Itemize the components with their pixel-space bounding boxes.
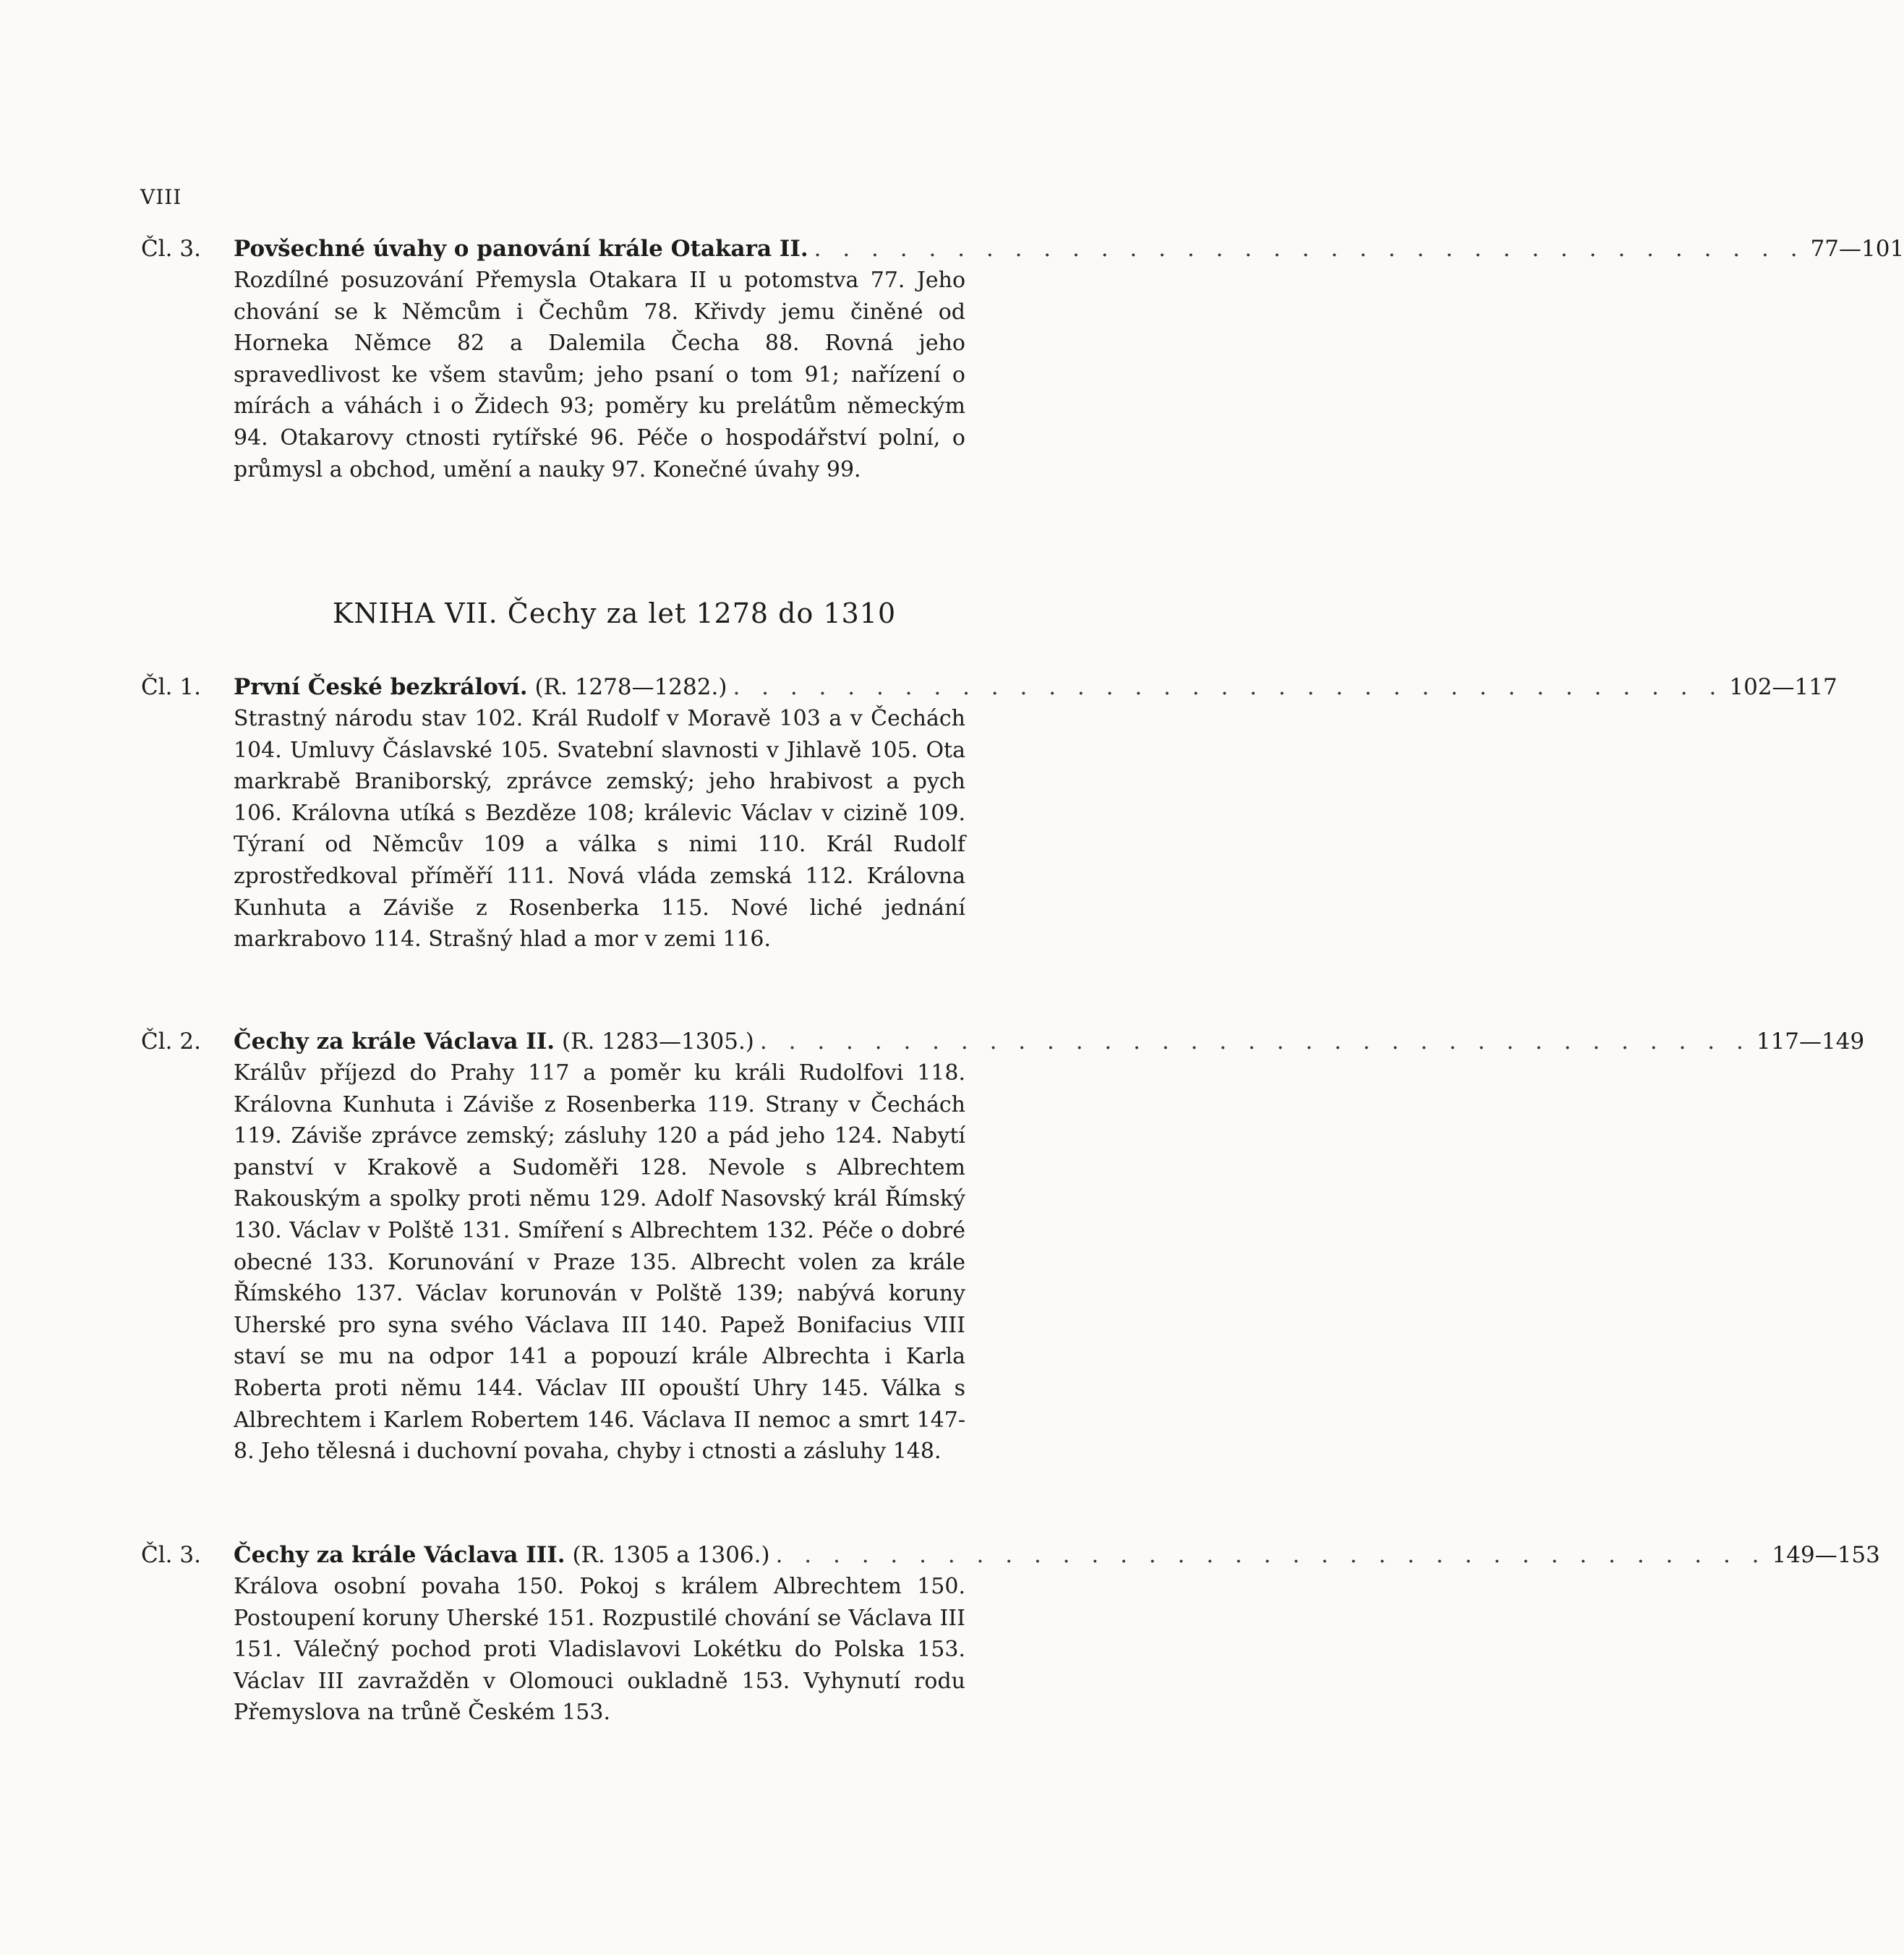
section-number: Čl. 3. <box>141 236 201 262</box>
section-summary: Králův příjezd do Prahy 117 a poměr ku králi Rudolfovi 118. Královna Kunhuta i Záviše z Rosenberka 119. Strany v Čechách 119. Záviše zprávce zemský; zásluhy 120 a pád jeho 124. Nabytí panství v Krakově a Sudoměři 128. Nevole s Albrechtem Rakouským a spolky proti němu 129. Adolf Nasovský král Římský 130. Václav v Polště 131. Smíření s Albrechtem 132. Péče o dobré obecné 133. Korunování v Praze 135. Albrecht volen za krále Římského 137. Václav korunován v Polště 139; nabývá koruny Uherské pro syna svého Václava III 140. Papež Bonifacius VIII staví se mu na odpor 141 a popouzí krále Albrechta i Karla Roberta proti němu 144. Václav III opouští Uhry 145. Válka s Albrechtem i Karlem Robertem 146. Václava II nemoc a smrt 147-8. Jeho tělesná i duchovní povaha, chyby i ctnosti a zásluhy 148. <box>234 1060 965 1465</box>
leader-dots: . . . . . . . . . . . . . . . . . . . . . . . . . . . . . . . . . . . <box>814 236 1805 262</box>
section-summary: Strastný národu stav 102. Král Rudolf v Moravě 103 a v Čechách 104. Umluvy Čáslavské 105. Svatební slavnosti v Jihlavě 105. Ota markrabě Braniborský, zprávce zemský; jeho hrabivost a pych 106. Královna utíká s Bezděze 108; králevic Václav v cizině 109. Týraní od Němcův 109 a válka s nimi 110. Král Rudolf zprostředkoval příměří 111. Nová vláda zemská 112. Královna Kunhuta a Záviše z Rosenberka 115. Nové liché jednání markrabovo 114. Strašný hlad a mor v zemi 116. <box>234 706 965 953</box>
section-title: Povšechné úvahy o panování krále Otakara II. <box>234 236 808 262</box>
section-number: Čl. 1. <box>141 674 201 700</box>
page-number: VIII <box>140 185 182 209</box>
leader-dots: . . . . . . . . . . . . . . . . . . . . . . . . . . . . . . . . . . . <box>775 1542 1767 1568</box>
section-summary: Rozdílné posuzování Přemysla Otakara II u potomstva 77. Jeho chování se k Němcům i Čechům 78. Křivdy jemu činěné od Horneka Němce 82 a Dalemila Čecha 88. Rovná jeho spravedlivost ke všem stavům; jeho psaní o tom 91; nařízení o mírách a váhách i o Židech 93; poměry ku prelátům německým 94. Otakarovy ctnosti rytířské 96. Péče o hospodářství polní, o průmysl a obchod, umění a nauky 97. Konečné úvahy 99. <box>234 268 965 482</box>
section-years: (R. 1305 a 1306.) <box>572 1542 770 1568</box>
section-pages: 149—153 <box>1772 1542 1880 1568</box>
section-years: (R. 1283—1305.) <box>562 1028 754 1055</box>
toc-section-vaclav-ii <box>141 1026 1865 1468</box>
section-number: Čl. 2. <box>141 1028 201 1055</box>
section-heading <box>141 671 1837 703</box>
toc-section-povsechne-uvahy <box>141 233 1904 485</box>
section-heading <box>141 233 1904 265</box>
section-years: (R. 1278—1282.) <box>534 674 727 700</box>
section-title: Čechy za krále Václava II. <box>234 1028 555 1055</box>
toc-section-prvni-bezkralovi <box>141 671 1837 955</box>
section-pages: 102—117 <box>1729 674 1837 700</box>
section-pages: 77—101 <box>1810 236 1904 262</box>
section-heading <box>141 1026 1865 1057</box>
leader-dots: . . . . . . . . . . . . . . . . . . . . . . . . . . . . . . . . . . . <box>759 1028 1751 1055</box>
book-title: KNIHA VII. Čechy za let 1278 do 1310 <box>332 597 897 629</box>
section-heading <box>141 1539 1880 1571</box>
section-title: Čechy za krále Václava III. <box>234 1542 565 1568</box>
section-title: První České bezkráloví. <box>234 674 528 700</box>
section-summary: Králova osobní povaha 150. Pokoj s králem Albrechtem 150. Postoupení koruny Uherské 151. Rozpustilé chování se Václava III 151. Válečný pochod proti Vladislavovi Lokétku do Polska 153. Václav III zavražděn v Olomouci oukladně 153. Vyhynutí rodu Přemyslova na trůně Českém 153. <box>234 1574 965 1726</box>
section-pages: 117—149 <box>1756 1028 1865 1055</box>
leader-dots: . . . . . . . . . . . . . . . . . . . . . . . . . . . . . . . . . . . <box>733 674 1724 700</box>
toc-section-vaclav-iii <box>141 1539 1880 1729</box>
section-number: Čl. 3. <box>141 1542 201 1568</box>
